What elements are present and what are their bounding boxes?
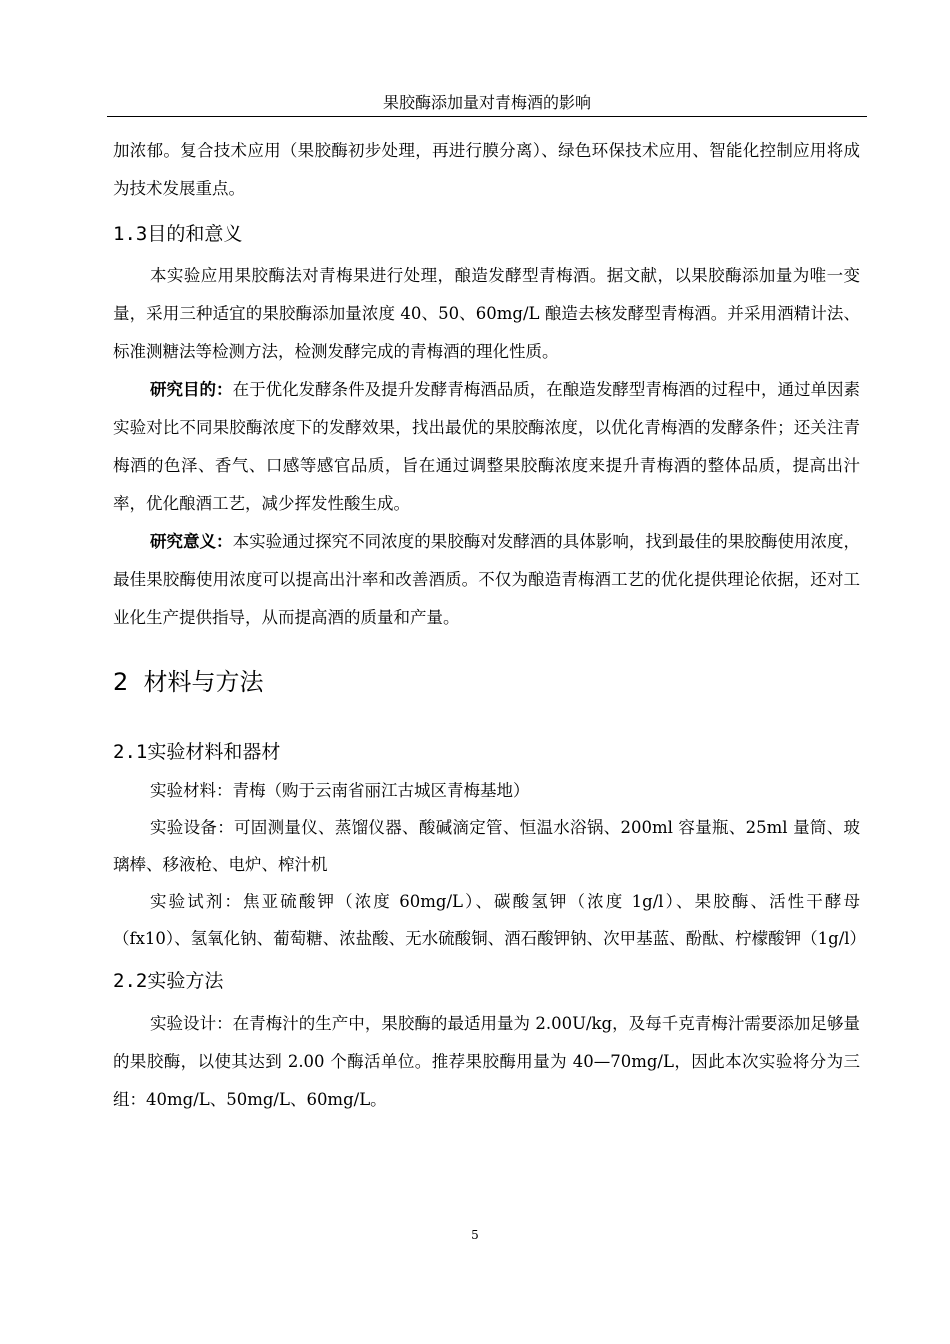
section-1-3-paragraph: 本实验应用果胶酶法对青梅果进行处理，酿造发酵型青梅酒。据文献，以果胶酶添加量为唯一变量，采用三种适宜的果胶酶添加量浓度 40、50、60mg/L 酿造去核发酵型青梅酒。并采用酒精计法、标准测糖法等检测方法，检测发酵完成的青梅酒的理化性质。 xyxy=(113,266,860,361)
header-divider xyxy=(107,116,867,117)
materials-paragraph: 实验材料：青梅（购于云南省丽江古城区青梅基地） xyxy=(150,781,530,800)
section-1-3-heading xyxy=(113,222,860,246)
experiment-design-paragraph: 实验设计：在青梅汁的生产中，果胶酶的最适用量为 2.00U/kg，及每千克青梅汁需要添加足够量的果胶酶，以使其达到 2.00 个酶活单位。推荐果胶酶用量为 40—70mg/L，因此本次实验将分为三组：40mg/L、50mg/L、60mg/L。 xyxy=(113,1014,860,1109)
section-title: 实验方法 xyxy=(147,970,224,992)
research-significance-label: 研究意义： xyxy=(150,532,233,551)
chapter-title: 材料与方法 xyxy=(143,668,264,696)
research-aim-paragraph xyxy=(113,371,860,523)
reagents-paragraph: 实验试剂：焦亚硫酸钾（浓度 60mg/L）、碳酸氢钾（浓度 1g/l）、果胶酶、活性干酵母（fx10）、氢氧化钠、葡萄糖、浓盐酸、无水硫酸铜、酒石酸钾钠、次甲基蓝、酚酞、柠檬酸钾（1g/l） xyxy=(113,892,867,948)
equipment-paragraph: 实验设备：可固测量仪、蒸馏仪器、酸碱滴定管、恒温水浴锅、200ml 容量瓶、25ml 量筒、玻璃棒、移液枪、电炉、榨汁机 xyxy=(113,818,860,874)
research-significance-paragraph xyxy=(113,523,860,637)
research-aim-label: 研究目的： xyxy=(150,380,233,399)
section-2-1-body xyxy=(113,772,867,957)
section-title: 实验材料和器材 xyxy=(147,741,281,763)
running-header: 果胶酶添加量对青梅酒的影响 xyxy=(382,93,591,112)
chapter-2-heading xyxy=(113,667,860,697)
research-aim-text: 在于优化发酵条件及提升发酵青梅酒品质，在酿造发酵型青梅酒的过程中，通过单因素实验对比不同果胶酶浓度下的发酵效果，找出最优的果胶酶浓度，以优化青梅酒的发酵条件；还关注青梅酒的色泽、香气、口感等感官品质，旨在通过调整果胶酶浓度来提升青梅酒的整体品质，提高出汁率，优化酿酒工艺，减少挥发性酸生成。 xyxy=(113,380,861,513)
section-2-1-heading xyxy=(113,740,860,764)
page-body xyxy=(113,132,867,1119)
page-number: 5 xyxy=(471,1228,479,1242)
section-number: 1.3 xyxy=(113,223,148,245)
intro-continuation: 加浓郁。复合技术应用（果胶酶初步处理，再进行膜分离）、绿色环保技术应用、智能化控制应用将成为技术发展重点。 xyxy=(113,141,860,198)
section-2-2-heading xyxy=(113,969,860,993)
section-number: 2.2 xyxy=(113,970,148,992)
section-number: 2.1 xyxy=(113,741,148,763)
section-title: 目的和意义 xyxy=(147,223,243,245)
research-significance-text: 本实验通过探究不同浓度的果胶酶对发酵酒的具体影响，找到最佳的果胶酶使用浓度，最佳果胶酶使用浓度可以提高出汁率和改善酒质。不仅为酿造青梅酒工艺的优化提供理论依据，还对工业化生产提供指导，从而提高酒的质量和产量。 xyxy=(113,532,861,627)
chapter-number: 2 xyxy=(113,668,129,696)
